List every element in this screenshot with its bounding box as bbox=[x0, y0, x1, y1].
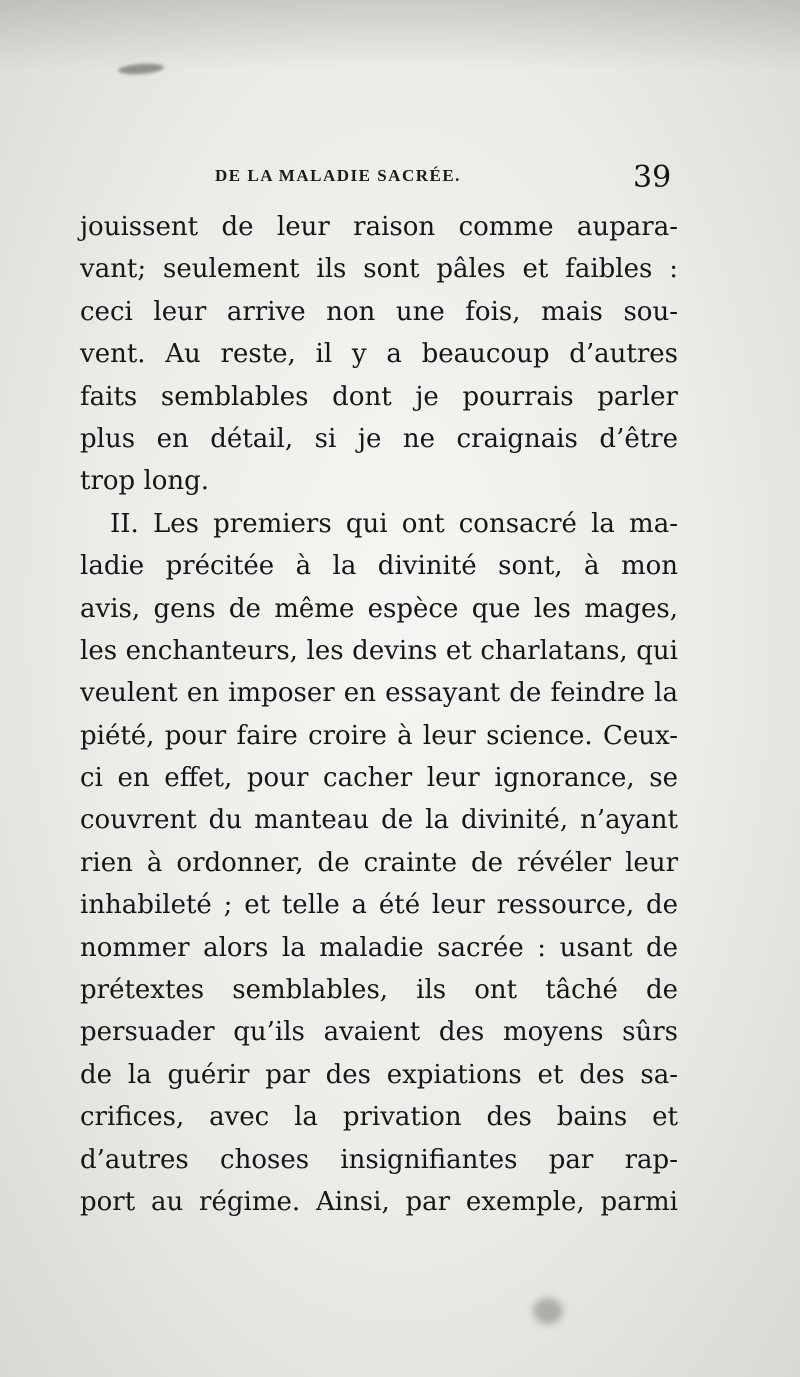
text-line: faits semblables dont je pourrais parler bbox=[80, 381, 678, 412]
text-line: ci en effet, pour cacher leur ignorance, se bbox=[80, 763, 678, 794]
text-line: jouissent de leur raison comme aupara- bbox=[80, 212, 678, 242]
text-line: prétextes semblables, ils ont tâché de bbox=[80, 975, 678, 1006]
text-line: les enchanteurs, les devins et charlatans, qui bbox=[80, 635, 678, 666]
body-text bbox=[80, 206, 678, 1223]
text-line: inhabileté ; et telle a été leur ressource, de bbox=[80, 890, 678, 921]
text-line: de la guérir par des expiations et des sa- bbox=[80, 1059, 678, 1090]
page-edge-shadow bbox=[0, 0, 800, 70]
text-line: piété, pour faire croire à leur science. Ceux- bbox=[80, 720, 678, 751]
text-line: plus en détail, si je ne craignais d’être bbox=[80, 423, 678, 454]
text-line: ladie précitée à la divinité sont, à mon bbox=[80, 551, 678, 582]
text-line: vent. Au reste, il y a beaucoup d’autres bbox=[80, 339, 678, 370]
page-header bbox=[0, 160, 800, 200]
text-line: avis, gens de même espèce que les mages, bbox=[80, 593, 678, 624]
text-line: nommer alors la maladie sacrée : usant de bbox=[80, 932, 678, 963]
text-line: veulent en imposer en essayant de feindre la bbox=[80, 678, 678, 709]
text-line: persuader qu’ils avaient des moyens sûrs bbox=[80, 1017, 678, 1048]
text-line: couvrent du manteau de la divinité, n’ayant bbox=[80, 805, 678, 836]
text-line: vant; seulement ils sont pâles et faibles : bbox=[80, 254, 678, 285]
text-line: d’autres choses insignifiantes par rap- bbox=[80, 1144, 678, 1175]
text-line: II. Les premiers qui ont consacré la ma- bbox=[110, 508, 678, 539]
text-line: port au régime. Ainsi, par exemple, parmi bbox=[80, 1186, 678, 1217]
running-head: DE LA MALADIE SACRÉE. bbox=[215, 166, 461, 185]
text-line: rien à ordonner, de crainte de révéler leur bbox=[80, 847, 678, 878]
ink-spot bbox=[533, 1298, 563, 1324]
text-line: trop long. bbox=[80, 466, 210, 497]
text-line: crifices, avec la privation des bains et bbox=[80, 1102, 678, 1133]
page-number: 39 bbox=[633, 160, 672, 195]
text-line: ceci leur arrive non une fois, mais sou- bbox=[80, 296, 678, 327]
